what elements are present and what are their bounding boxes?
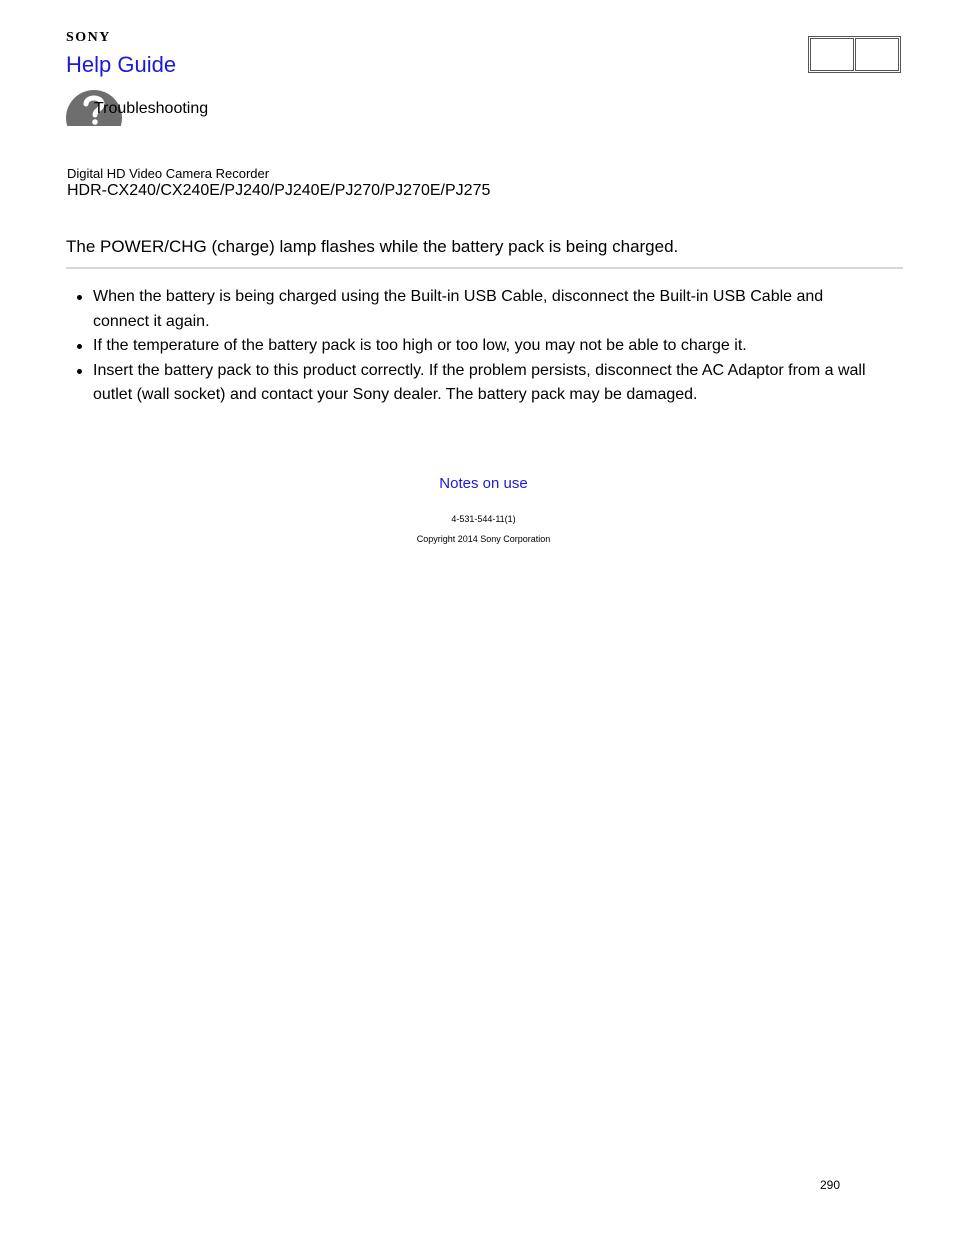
list-item: When the battery is being charged using the Built-in USB Cable, disconnect the Built-in USB Cable and connect it again.: [93, 285, 878, 334]
page-number: 290: [820, 1178, 841, 1192]
notes-link-row: [0, 475, 954, 492]
product-type: Digital HD Video Camera Recorder: [67, 166, 270, 181]
page-title: The POWER/CHG (charge) lamp flashes while the battery pack is being charged.: [66, 237, 679, 256]
sony-logo: SONY: [66, 30, 111, 45]
help-guide-link[interactable]: Help Guide: [66, 52, 177, 77]
model-list: HDR-CX240/CX240E/PJ240/PJ240E/PJ270/PJ270E/PJ275: [67, 182, 491, 199]
copyright: Copyright 2014 Sony Corporation: [416, 534, 551, 544]
remedy-list: [93, 285, 878, 408]
top-button[interactable]: Top: [855, 38, 899, 71]
title-divider: [66, 267, 903, 269]
list-item: If the temperature of the battery pack is too high or too low, you may not be able to charge it.: [93, 334, 878, 359]
list-item: Insert the battery pack to this product correctly. If the problem persists, disconnect the AC Adaptor from a wall outlet (wall socket) and contact your Sony dealer. The battery pack may be damaged.: [93, 359, 878, 408]
nav-button-group: [808, 36, 901, 73]
document-number: 4-531-544-11(1): [451, 514, 516, 524]
category-label: Troubleshooting: [94, 100, 209, 117]
back-button[interactable]: Back: [810, 38, 854, 71]
notes-on-use-link[interactable]: Notes on use: [439, 475, 528, 492]
category-header: [66, 90, 266, 126]
